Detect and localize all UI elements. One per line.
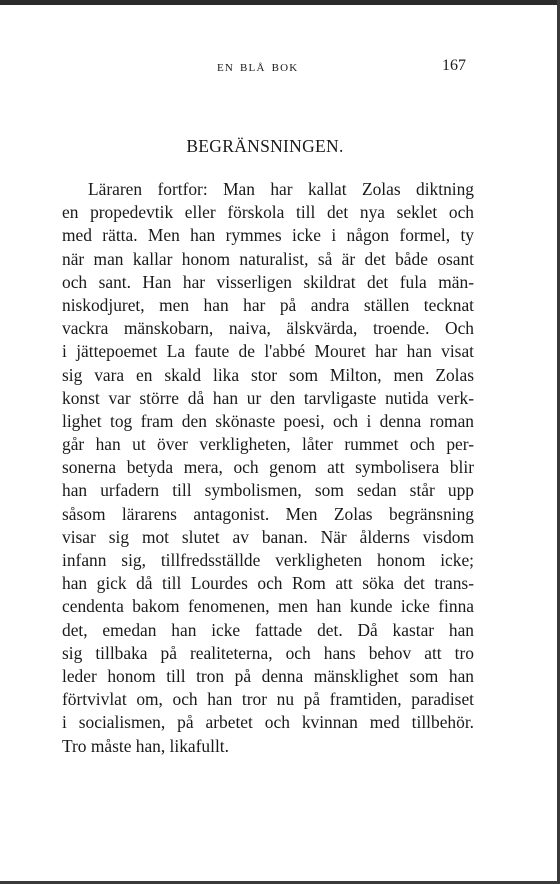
text-line: i jättepoemet La faute de l'abbé Mouret har han visat <box>62 341 474 362</box>
text-line: Tro måste han, likafullt. <box>62 735 229 756</box>
text-line: leder honom till tron på denna mänsklighet som han <box>62 665 474 686</box>
text-line: sonerna betyda mera, och genom att symbolisera blir <box>62 457 474 478</box>
text-line: cendenta bakom fenomenen, men han kunde icke finna <box>62 596 474 617</box>
text-line: när man kallar honom naturalist, så är det både osant <box>62 248 474 269</box>
text-line: visar sig mot slutet av banan. När ålderns visdom <box>62 526 474 547</box>
text-line: niskodjuret, men han har på andra ställen tecknat <box>62 294 474 315</box>
text-line: Läraren fortfor: Man har kallat Zolas diktning <box>88 179 474 199</box>
text-line: det, emedan han icke fattade det. Då kastar han <box>62 619 474 640</box>
text-line: förtvivlat om, och han tror nu på framtiden, paradiset <box>62 689 474 710</box>
page-top-edge <box>0 0 560 5</box>
text-line: och sant. Han har visserligen skildrat det fula män- <box>62 271 474 292</box>
text-line: sig vara en skald lika stor som Milton, men Zolas <box>62 364 474 385</box>
running-head: EN BLÅ BOK <box>217 62 299 74</box>
chapter-title: BEGRÄNSNINGEN. <box>186 136 344 156</box>
text-line: såsom lärarens antagonist. Men Zolas begränsning <box>62 503 474 524</box>
text-line: sig tillbaka på realiteterna, och hans behov att tro <box>62 642 474 663</box>
text-line: vackra mänskobarn, naiva, älskvärda, troende. Och <box>62 318 474 339</box>
text-line: lighet tog fram den skönaste poesi, och i denna roman <box>62 410 474 431</box>
body-paragraph <box>62 178 474 758</box>
text-line: han gick då till Lourdes och Rom att söka det trans- <box>62 573 474 594</box>
page-number: 167 <box>442 57 466 74</box>
text-line: en propedevtik eller förskola till det nya seklet och <box>62 202 474 223</box>
text-line: konst var större då han ur den tarvligaste nutida verk- <box>62 387 474 408</box>
text-line: går han ut över verkligheten, låter rummet och per- <box>62 434 474 455</box>
text-line: infann sig, tillfredsställde verkligheten honom icke; <box>62 550 474 570</box>
text-line: han urfadern till symbolismen, som sedan står upp <box>62 480 474 501</box>
text-line: i socialismen, på arbetet och kvinnan med tillbehör. <box>62 712 474 733</box>
text-line: med rätta. Men han rymmes icke i någon formel, ty <box>62 225 474 246</box>
